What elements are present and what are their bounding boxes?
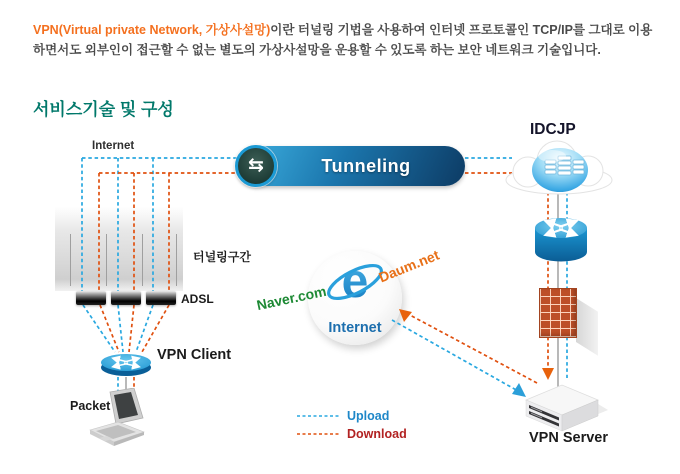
legend-upload	[297, 409, 389, 423]
tunneling-banner	[237, 146, 465, 186]
internet-top-label: Internet	[92, 140, 135, 152]
tunneling-label: Tunneling	[321, 156, 411, 176]
idcjp-label: IDCJP	[530, 121, 576, 138]
laptop-icon	[86, 388, 146, 450]
legend-download-line	[297, 432, 339, 436]
vpn-client-icon	[100, 352, 152, 378]
firewall-icon	[539, 288, 577, 338]
transfer-arrows-icon: ⇆	[235, 145, 277, 187]
pillar-line	[106, 234, 107, 286]
router-icon	[533, 216, 589, 264]
legend-download	[297, 427, 407, 441]
vpn-server-label: VPN Server	[529, 430, 608, 446]
intro-paragraph	[33, 20, 655, 60]
legend-upload-label: Upload	[347, 409, 390, 423]
adsl-modem	[146, 291, 176, 305]
tunnel-band	[55, 207, 183, 291]
pillar-line	[70, 234, 71, 286]
legend-upload-line	[297, 414, 339, 418]
svg-text:e: e	[341, 255, 369, 308]
legend-download-label: Download	[347, 427, 407, 441]
adsl-label: ADSL	[181, 292, 214, 306]
section-title: 서비스기술 및 구성	[33, 100, 174, 119]
adsl-modem	[111, 291, 141, 305]
ie-logo-icon	[323, 255, 387, 311]
daum-label: Daum.net	[376, 246, 442, 286]
naver-label: Naver.com	[255, 282, 328, 314]
internet-globe-label: Internet	[328, 320, 382, 336]
tunnel-zone-label: 터널링구간	[193, 250, 251, 264]
vpn-highlight: VPN(Virtual private Network, 가상사설망)	[33, 23, 271, 37]
adsl-modem	[76, 291, 106, 305]
vpn-client-label: VPN Client	[157, 347, 232, 363]
vpn-server-icon	[518, 378, 608, 434]
pillar-line	[142, 234, 143, 286]
firewall-shadow	[576, 298, 598, 356]
packet-label: Packet	[70, 399, 111, 413]
idc-cloud-icon	[500, 138, 618, 198]
intro-body: 이란 터널링 기법을 사용하여 인터넷 프로토콜인 TCP/IP를 그대로 이용하면서도 외부인이 접근할 수 없는 별도의 가상사설망을 운용할 수 있도록 하는 보안 네트워크 기술입니다.	[33, 23, 653, 57]
pillar-line	[176, 234, 177, 286]
